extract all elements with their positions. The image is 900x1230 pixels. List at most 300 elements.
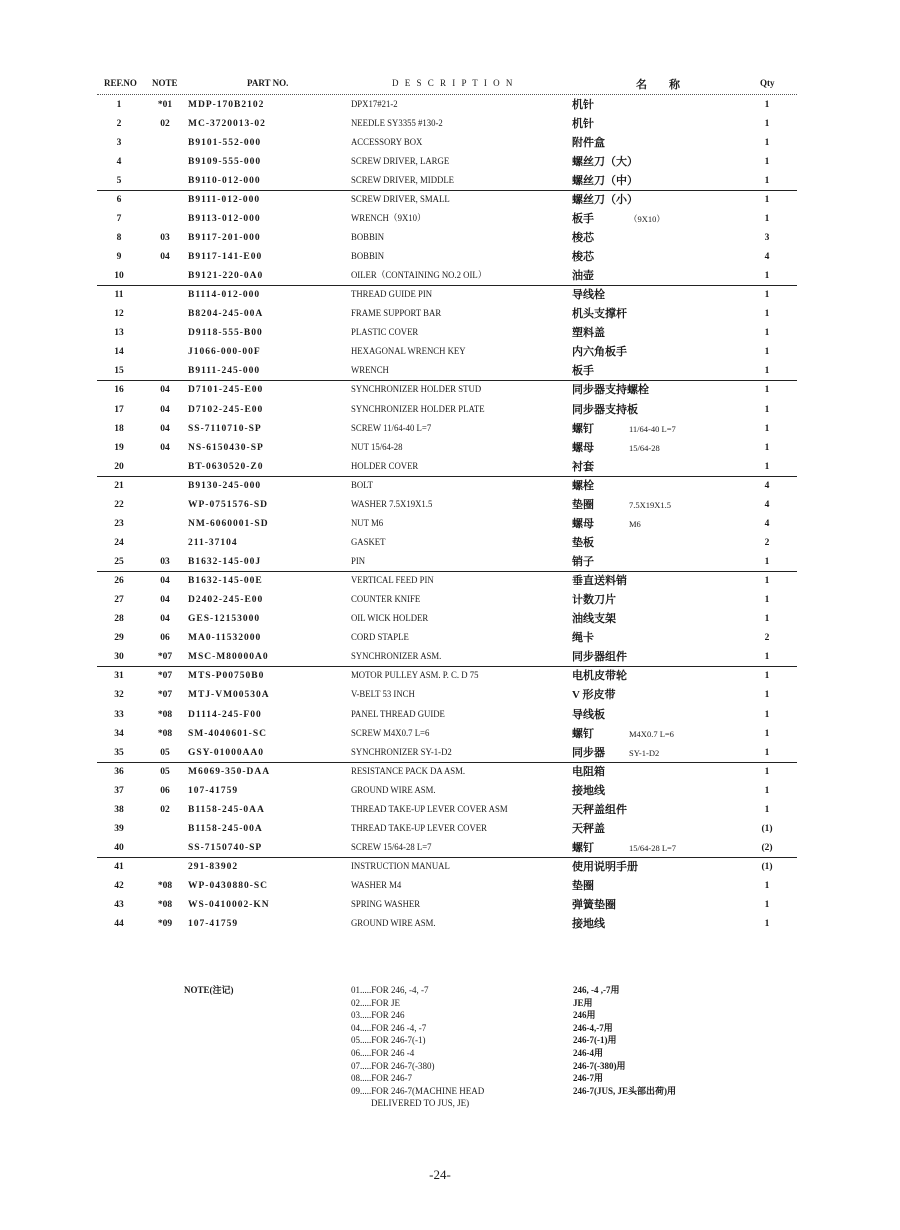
ref-no: 40 <box>114 842 124 853</box>
ref-no: 13 <box>114 328 124 339</box>
ref-no: 12 <box>114 309 124 320</box>
description: VERTICAL FEED PIN <box>351 576 434 587</box>
chinese-name: 弹簧垫圈 <box>572 899 616 912</box>
part-number: SS-7110710-SP <box>188 423 262 434</box>
chinese-name: 板手 <box>572 365 594 378</box>
quantity: 4 <box>764 480 770 491</box>
quantity: 1 <box>764 118 770 129</box>
chinese-name: 天秤盖组件 <box>572 803 627 816</box>
quantity: 1 <box>764 690 770 701</box>
ref-no: 34 <box>114 728 124 739</box>
quantity: 1 <box>764 900 770 911</box>
table-row <box>97 172 797 191</box>
table-row <box>97 343 797 362</box>
table-row <box>97 725 797 744</box>
table-row <box>97 801 797 820</box>
col-header-cn-name: 名 称 <box>636 79 680 91</box>
ref-no: 32 <box>114 690 124 701</box>
quantity: 2 <box>764 537 770 548</box>
chinese-name: 电机皮带轮 <box>572 670 627 683</box>
description: NUT 15/64-28 <box>351 442 403 453</box>
table-row <box>97 191 797 210</box>
ref-no: 16 <box>114 385 124 396</box>
description: PANEL THREAD GUIDE <box>351 709 445 720</box>
part-number: MTJ-VM00530A <box>188 690 270 701</box>
ref-no: 8 <box>116 232 122 243</box>
ref-no: 5 <box>116 175 122 186</box>
table-row <box>97 629 797 648</box>
quantity: 1 <box>764 557 770 567</box>
chinese-name: 导线板 <box>572 708 605 721</box>
table-row <box>97 153 797 172</box>
quantity: (1) <box>761 862 773 872</box>
part-number: B9110-012-000 <box>188 175 261 186</box>
description: OIL WICK HOLDER <box>351 614 429 625</box>
chinese-name: 同步器支持螺栓 <box>572 384 649 397</box>
note-code: 05 <box>160 766 170 777</box>
chinese-name: 机针 <box>572 98 594 111</box>
quantity: 2 <box>764 633 770 644</box>
ref-no: 1 <box>116 99 122 110</box>
part-number: M6069-350-DAA <box>188 766 271 777</box>
chinese-name: 油线支架 <box>572 613 616 626</box>
table-row <box>97 305 797 324</box>
table-row <box>97 420 797 439</box>
part-number: 107-41759 <box>188 785 239 796</box>
table-row <box>97 782 797 801</box>
note-code: 04 <box>160 614 170 625</box>
part-number: B9121-220-0A0 <box>188 271 264 282</box>
ref-no: 6 <box>116 194 122 205</box>
quantity: 1 <box>764 328 770 339</box>
table-row <box>97 286 797 305</box>
quantity: 1 <box>764 290 770 301</box>
chinese-name: 塑料盖 <box>572 327 605 340</box>
quantity: 1 <box>764 156 770 167</box>
description: RESISTANCE PACK DA ASM. <box>351 766 466 777</box>
quantity: 1 <box>764 576 770 587</box>
part-number: SM-4040601-SC <box>188 728 267 739</box>
part-number: B9117-201-000 <box>188 232 261 243</box>
ref-no: 23 <box>114 518 124 529</box>
chinese-name: 使用说明手册 <box>572 861 638 873</box>
description: SCREW 11/64-40 L=7 <box>351 423 432 434</box>
part-number: MTS-P00750B0 <box>188 671 265 682</box>
notes-english <box>351 984 484 1110</box>
note-code: 03 <box>160 557 170 567</box>
part-number: GSY-01000AA0 <box>188 747 265 758</box>
quantity: 1 <box>764 785 770 796</box>
part-number: D1114-245-F00 <box>188 709 262 720</box>
note-line: 246-7(-1)用 <box>573 1035 617 1046</box>
part-number: B1632-145-00J <box>188 557 262 567</box>
description: NEEDLE SY3355 #130-2 <box>351 118 443 129</box>
part-number: B1158-245-00A <box>188 823 263 834</box>
table-row <box>97 324 797 343</box>
description: THREAD TAKE-UP LEVER COVER <box>351 823 487 834</box>
table-row <box>97 915 797 934</box>
chinese-name: 梭芯 <box>572 231 594 244</box>
note-code: *07 <box>157 671 173 682</box>
table-row <box>97 744 797 763</box>
col-header-qty: Qty <box>760 78 775 88</box>
chinese-name: 板手 <box>572 212 594 225</box>
ref-no: 42 <box>114 881 124 892</box>
quantity: 4 <box>764 518 770 529</box>
quantity: 1 <box>764 366 770 377</box>
note-code: *08 <box>157 728 173 739</box>
ref-no: 11 <box>114 290 124 301</box>
part-number: MC-3720013-02 <box>188 118 266 129</box>
ref-no: 37 <box>114 785 124 796</box>
ref-no: 20 <box>114 461 124 472</box>
chinese-spec: SY-1-D2 <box>629 747 660 758</box>
part-number: MDP-170B2102 <box>188 99 265 110</box>
description: BOLT <box>351 480 374 491</box>
note-line: 08.....FOR 246-7 <box>351 1073 413 1084</box>
table-row <box>97 134 797 153</box>
description: SCREW M4X0.7 L=6 <box>351 728 430 739</box>
ref-no: 38 <box>114 804 124 815</box>
description: BOBBIN <box>351 252 385 262</box>
chinese-name: 机头支撑杆 <box>572 308 627 321</box>
table-row <box>97 267 797 286</box>
quantity: 1 <box>764 709 770 720</box>
chinese-name: 螺丝刀（小） <box>572 193 638 206</box>
col-header-ref: REF.NO <box>104 78 137 88</box>
chinese-name: 油壶 <box>572 270 594 283</box>
part-number: B9113-012-000 <box>188 213 261 224</box>
note-code: 04 <box>160 576 170 587</box>
ref-no: 43 <box>114 900 124 911</box>
part-number: NS-6150430-SP <box>188 442 264 453</box>
quantity: 1 <box>764 213 770 224</box>
ref-no: 7 <box>116 213 122 224</box>
chinese-name: 电阻箱 <box>572 765 605 778</box>
part-number: GES-12153000 <box>188 614 261 625</box>
chinese-name: 接地线 <box>572 918 605 931</box>
quantity: 4 <box>764 252 770 262</box>
quantity: 3 <box>764 232 770 243</box>
part-number: D2402-245-E00 <box>188 595 264 606</box>
table-row <box>97 553 797 572</box>
part-number: J1066-000-00F <box>188 347 261 358</box>
table-row <box>97 839 797 858</box>
note-line: 07.....FOR 246-7(-380) <box>351 1060 435 1071</box>
chinese-name: V 形皮带 <box>572 689 616 702</box>
description: WRENCH（9X10） <box>351 213 426 224</box>
ref-no: 14 <box>114 347 124 358</box>
chinese-name: 垫圈 <box>572 498 594 511</box>
table-row <box>97 381 797 400</box>
note-line: 246, -4 ,-7用 <box>573 985 620 995</box>
chinese-name: 接地线 <box>572 784 605 797</box>
ref-no: 39 <box>114 823 124 834</box>
ref-no: 22 <box>114 499 124 510</box>
ref-no: 28 <box>114 614 124 625</box>
description: SYNCHRONIZER ASM. <box>351 652 442 663</box>
part-number: WS-0410002-KN <box>188 900 270 911</box>
ref-no: 33 <box>114 709 124 720</box>
table-row <box>97 858 797 877</box>
part-number: B1114-012-000 <box>188 290 261 301</box>
note-code: 04 <box>160 385 170 396</box>
note-code: 06 <box>160 633 170 644</box>
part-number: BT-0630520-Z0 <box>188 461 264 472</box>
ref-no: 10 <box>114 271 124 282</box>
quantity: 1 <box>764 175 770 186</box>
quantity: 1 <box>764 347 770 358</box>
quantity: 1 <box>764 728 770 739</box>
quantity: 1 <box>764 271 770 282</box>
part-number: MA0-11532000 <box>188 633 262 644</box>
table-row <box>97 229 797 248</box>
table-row <box>97 667 797 686</box>
note-line: 09.....FOR 246-7(MACHINE HEAD <box>351 1085 485 1096</box>
description: SCREW DRIVER, SMALL <box>351 194 450 205</box>
description: GROUND WIRE ASM. <box>351 919 436 930</box>
chinese-spec: M6 <box>629 518 641 529</box>
description: PIN <box>351 557 366 567</box>
note-code: *08 <box>157 881 173 892</box>
ref-no: 24 <box>114 537 124 548</box>
table-row <box>97 820 797 839</box>
part-number: D7101-245-E00 <box>188 385 264 396</box>
ref-no: 41 <box>114 862 124 872</box>
quantity: 1 <box>764 614 770 625</box>
quantity: 1 <box>764 652 770 663</box>
note-code: 05 <box>160 747 170 758</box>
part-number: NM-6060001-SD <box>188 518 269 529</box>
table-row <box>97 477 797 496</box>
table-row <box>97 439 797 458</box>
chinese-name: 螺栓 <box>572 479 594 492</box>
ref-no: 25 <box>114 557 124 567</box>
note-line: DELIVERED TO JUS, JE) <box>371 1098 470 1109</box>
note-code: *08 <box>157 709 173 720</box>
part-number: B9117-141-E00 <box>188 252 263 262</box>
note-code: 06 <box>160 785 170 796</box>
note-code: *09 <box>157 919 173 930</box>
chinese-name: 螺钉 <box>572 422 594 435</box>
chinese-spec: 15/64-28 <box>629 442 660 453</box>
quantity: (1) <box>761 823 773 834</box>
part-number: WP-0751576-SD <box>188 499 269 510</box>
ref-no: 44 <box>114 919 124 930</box>
part-number: B9101-552-000 <box>188 137 262 148</box>
description: DPX17#21-2 <box>351 99 398 110</box>
quantity: 1 <box>764 766 770 777</box>
note-code: *08 <box>157 900 173 911</box>
page-number: -24- <box>429 1167 451 1182</box>
note-code: *07 <box>157 652 173 663</box>
quantity: 1 <box>764 99 770 110</box>
chinese-spec: （9X10） <box>629 213 665 224</box>
chinese-spec: 15/64-28 L=7 <box>629 842 677 853</box>
description: GASKET <box>351 537 386 548</box>
part-number: B1158-245-0AA <box>188 804 265 815</box>
note-code: 03 <box>160 232 170 243</box>
col-header-part: PART NO. <box>247 78 289 88</box>
quantity: 1 <box>764 442 770 453</box>
part-number: SS-7150740-SP <box>188 842 263 853</box>
chinese-name: 螺丝刀（中） <box>572 174 638 187</box>
note-line: JE用 <box>573 997 593 1008</box>
note-code: 02 <box>160 804 170 815</box>
table-row <box>97 686 797 705</box>
chinese-name: 垂直送料销 <box>572 575 627 588</box>
quantity: 1 <box>764 595 770 606</box>
note-line: 06.....FOR 246 -4 <box>351 1047 415 1058</box>
table-row <box>97 96 797 115</box>
ref-no: 4 <box>116 156 122 167</box>
ref-no: 29 <box>114 633 124 644</box>
table-row <box>97 572 797 591</box>
description: WASHER 7.5X19X1.5 <box>351 499 433 510</box>
ref-no: 2 <box>116 118 122 129</box>
chinese-name: 梭芯 <box>572 251 594 263</box>
table-row <box>97 248 797 267</box>
notes-chinese <box>573 984 676 1097</box>
description: SYNCHRONIZER HOLDER STUD <box>351 385 482 396</box>
description: FRAME SUPPORT BAR <box>351 309 442 320</box>
quantity: 1 <box>764 461 770 472</box>
note-line: 246-7(-380)用 <box>573 1060 626 1071</box>
chinese-spec: 11/64-40 L=7 <box>629 423 676 434</box>
description: THREAD GUIDE PIN <box>351 290 433 301</box>
chinese-name: 计数刀片 <box>572 594 616 607</box>
description: WRENCH <box>351 366 389 377</box>
chinese-name: 螺钉 <box>572 727 594 740</box>
table-row <box>97 115 797 134</box>
note-code: 02 <box>160 118 170 129</box>
description: HOLDER COVER <box>351 461 419 472</box>
chinese-name: 螺母 <box>572 517 594 530</box>
ref-no: 18 <box>114 423 124 434</box>
note-line: 05.....FOR 246-7(-1) <box>351 1035 426 1046</box>
description: ACCESSORY BOX <box>351 137 423 148</box>
quantity: (2) <box>761 842 773 853</box>
ref-no: 31 <box>114 671 124 682</box>
description: SYNCHRONIZER HOLDER PLATE <box>351 404 485 415</box>
table-row <box>97 706 797 725</box>
note-code: 04 <box>160 595 170 606</box>
table-row <box>97 877 797 896</box>
note-code: 04 <box>160 442 170 453</box>
quantity: 1 <box>764 747 770 758</box>
description: GROUND WIRE ASM. <box>351 785 436 796</box>
ref-no: 19 <box>114 442 124 453</box>
chinese-name: 同步器组件 <box>572 651 627 664</box>
description: MOTOR PULLEY ASM. P. C. D 75 <box>351 671 479 682</box>
chinese-name: 机针 <box>572 117 594 130</box>
quantity: 1 <box>764 804 770 815</box>
table-row <box>97 648 797 667</box>
note-code: 04 <box>160 423 170 434</box>
quantity: 4 <box>764 499 770 510</box>
ref-no: 21 <box>114 480 124 491</box>
note-line: 02.....FOR JE <box>351 997 401 1008</box>
note-line: 04.....FOR 246 -4, -7 <box>351 1022 427 1033</box>
col-header-note: NOTE <box>152 78 178 88</box>
part-number: B9111-245-000 <box>188 366 261 377</box>
chinese-name: 天秤盖 <box>572 822 605 835</box>
parts-table <box>97 96 797 935</box>
ref-no: 35 <box>114 747 124 758</box>
table-row <box>97 591 797 610</box>
chinese-spec: M4X0.7 L=6 <box>629 728 674 739</box>
ref-no: 15 <box>114 366 124 377</box>
ref-no: 26 <box>114 576 124 587</box>
notes-label: NOTE(注记) <box>184 985 234 995</box>
note-line: 246用 <box>573 1010 596 1021</box>
quantity: 1 <box>764 671 770 682</box>
description: WASHER M4 <box>351 881 402 892</box>
description: SCREW 15/64-28 L=7 <box>351 842 432 853</box>
ref-no: 17 <box>114 404 124 415</box>
description: SCREW DRIVER, LARGE <box>351 156 450 167</box>
chinese-name: 垫圈 <box>572 880 594 893</box>
description: INSTRUCTION MANUAL <box>351 862 450 872</box>
chinese-name: 导线栓 <box>572 289 605 302</box>
quantity: 1 <box>764 919 770 930</box>
quantity: 1 <box>764 423 770 434</box>
chinese-name: 螺母 <box>572 441 594 454</box>
part-number: B9130-245-000 <box>188 480 262 491</box>
description: HEXAGONAL WRENCH KEY <box>351 347 466 358</box>
description: NUT M6 <box>351 518 384 529</box>
description: SCREW DRIVER, MIDDLE <box>351 175 455 186</box>
ref-no: 36 <box>114 766 124 777</box>
quantity: 1 <box>764 137 770 148</box>
note-line: 03.....FOR 246 <box>351 1010 405 1021</box>
part-number: B9109-555-000 <box>188 156 262 167</box>
ref-no: 27 <box>114 595 124 606</box>
chinese-name: 垫板 <box>572 536 594 549</box>
quantity: 1 <box>764 194 770 205</box>
note-code: 04 <box>160 252 170 262</box>
chinese-spec: 7.5X19X1.5 <box>629 499 672 510</box>
chinese-name: 螺钉 <box>572 841 594 854</box>
note-code: 04 <box>160 404 170 415</box>
description: CORD STAPLE <box>351 633 409 644</box>
ref-no: 3 <box>116 137 122 148</box>
table-row <box>97 210 797 229</box>
description: COUNTER KNIFE <box>351 595 421 606</box>
part-number: 107-41759 <box>188 919 239 930</box>
part-number: B9111-012-000 <box>188 194 261 205</box>
chinese-name: 衬套 <box>572 460 594 473</box>
chinese-name: 同步器支持板 <box>572 403 638 416</box>
col-header-description: D E S C R I P T I O N <box>392 78 515 88</box>
ref-no: 30 <box>114 652 124 663</box>
table-row <box>97 496 797 515</box>
table-row <box>97 896 797 915</box>
quantity: 1 <box>764 385 770 396</box>
chinese-name: 螺丝刀（大） <box>572 155 638 168</box>
part-number: D9118-555-B00 <box>188 328 263 339</box>
description: V-BELT 53 INCH <box>351 690 415 701</box>
table-row <box>97 362 797 381</box>
chinese-name: 附件盒 <box>572 136 605 149</box>
note-line: 246-4,-7用 <box>573 1022 613 1033</box>
description: PLASTIC COVER <box>351 328 419 339</box>
part-number: 291-83902 <box>188 862 239 872</box>
part-number: WP-0430880-SC <box>188 881 269 892</box>
part-number: 211-37104 <box>188 537 238 548</box>
description: BOBBIN <box>351 232 385 243</box>
note-code: *07 <box>157 690 173 701</box>
